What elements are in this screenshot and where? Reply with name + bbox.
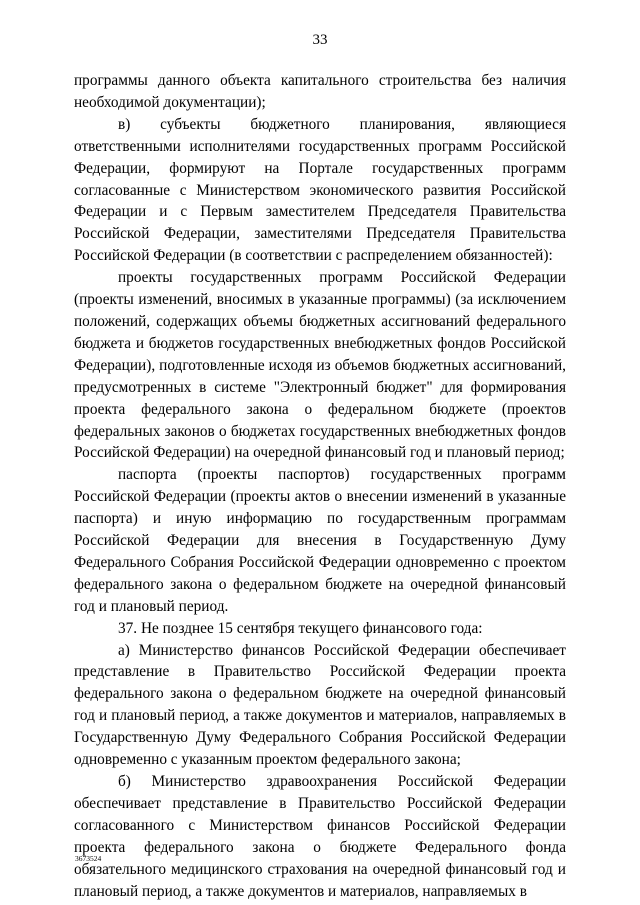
paragraph-program-projects: проекты государственных программ Российской Федерации (проекты изменений, вносимых в указанные программы) (за исключением положений, содержащих объемы бюджетных ассигнований федерального бюджета и бюджетов государственных внебюджетных фондов Российской Федерации), подготовленные исходя из объемов бюджетных ассигнований, предусмотренных в системе "Электронный бюджет" для формирования проекта федерального закона о федеральном бюджете (проектов федеральных законов о бюджетах государственных внебюджетных фондов Российской Федерации) на очередной финансовый год и плановый период; (74, 269, 566, 462)
paragraph-item-a: а) Министерство финансов Российской Федерации обеспечивает представление в Правительство Российской Федерации проекта федерального закона о федеральном бюджете на очередной финансовый год и плановый период, а также документов и материалов, направляемых в Государственную Думу Федерального Собрания Российской Федерации одновременно с указанным проектом федерального закона; (74, 641, 566, 769)
paragraph-continuation: программы данного объекта капитального строительства без наличия необходимой документации); (74, 72, 566, 111)
document-body (74, 70, 566, 902)
document-code: 3673524 (75, 854, 102, 863)
page-number: 33 (312, 32, 328, 48)
paragraph-program-passports: паспорта (проекты паспортов) государственных программ Российской Федерации (проекты актов о внесении изменений в указанные паспорта) и иную информацию по государственным программам Российской Федерации для внесения в Государственную Думу Федерального Собрания Российской Федерации одновременно с проектом федерального закона о федеральном бюджете на очередной финансовый год и плановый период. (74, 466, 566, 615)
paragraph-item-b: б) Министерство здравоохранения Российской Федерации обеспечивает представление в Правительство Российской Федерации согласованного с Министерством финансов Российской Федерации проекта федерального закона о бюджете Федерального фонда обязательного медицинского страхования на очередной финансовый год и плановый период, а также документов и материалов, направляемых в (74, 773, 566, 900)
paragraph-section-37: 37. Не позднее 15 сентября текущего финансового года: (118, 619, 483, 637)
paragraph-item-v: в) субъекты бюджетного планирования, являющиеся ответственными исполнителями государственных программ Российской Федерации, формируют на Портале государственных программ согласованные с Министерством экономического развития Российской Федерации и с Первым заместителем Председателя Правительства Российской Федерации, заместителями Председателя Правительства Российской Федерации (в соответствии с распределением обязанностей): (74, 115, 566, 265)
